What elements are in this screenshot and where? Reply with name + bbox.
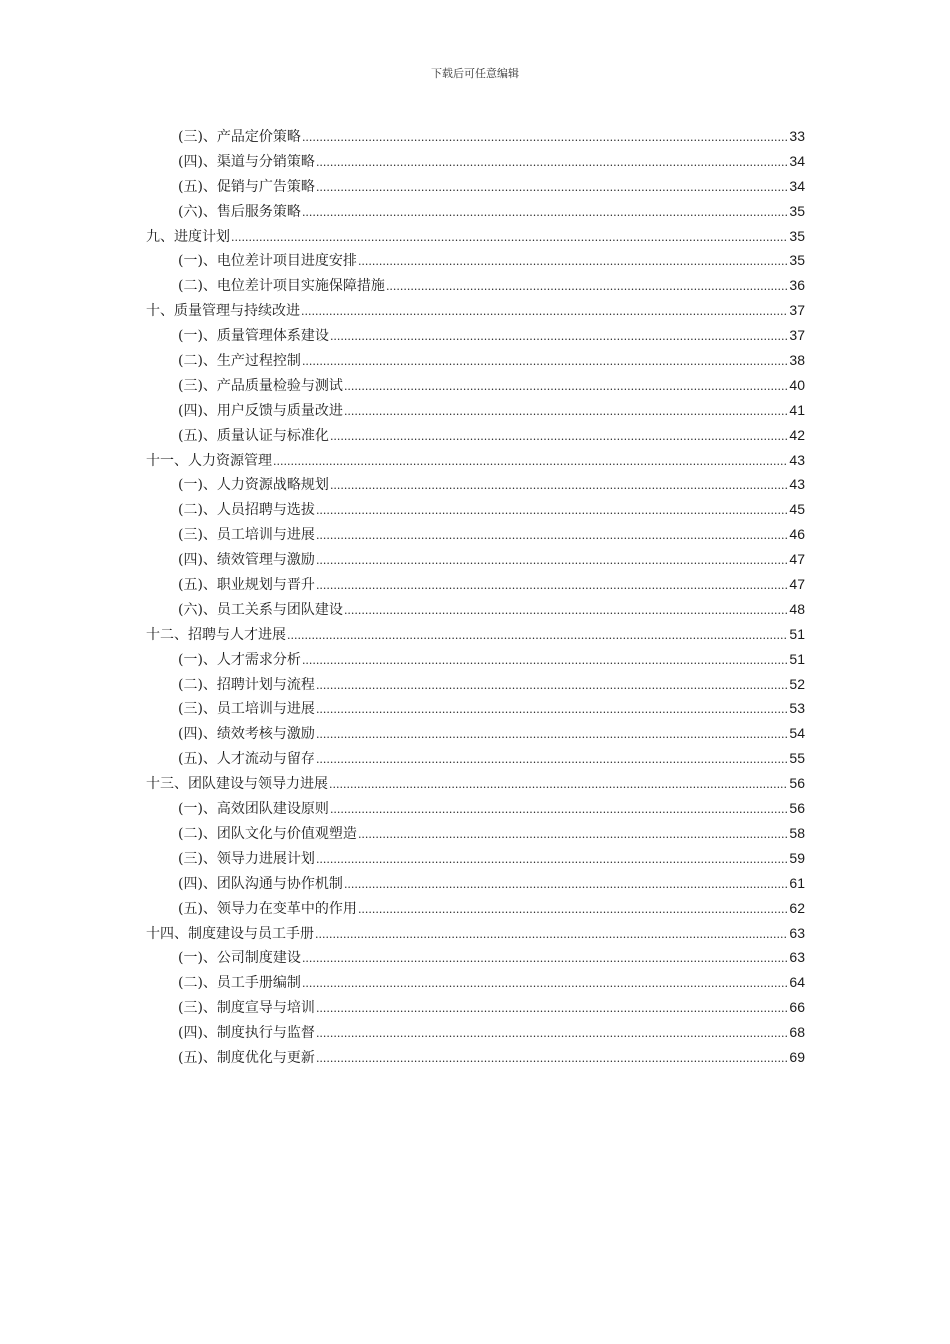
toc-entry-title: (五)、质量认证与标准化 xyxy=(178,427,329,444)
toc-dot-leader xyxy=(358,898,788,923)
toc-section-entry[interactable] xyxy=(146,871,805,896)
toc-section-entry[interactable] xyxy=(146,970,805,995)
toc-entry-title: (三)、员工培训与进展 xyxy=(178,527,315,544)
toc-dot-leader xyxy=(330,798,788,823)
toc-entry-title: (五)、职业规划与晋升 xyxy=(178,577,315,594)
toc-entry-title: (五)、人才流动与留存 xyxy=(178,751,315,768)
toc-entry-title: (四)、渠道与分销策略 xyxy=(178,153,315,170)
toc-entry-page-number: 52 xyxy=(789,675,805,692)
toc-chapter-entry[interactable] xyxy=(146,921,805,946)
toc-entry-title: (一)、人才需求分析 xyxy=(178,651,301,668)
toc-entry-page-number: 37 xyxy=(789,302,805,319)
toc-dot-leader xyxy=(302,201,788,226)
toc-section-entry[interactable] xyxy=(146,647,805,672)
toc-entry-page-number: 47 xyxy=(789,576,805,593)
toc-entry-title: (三)、员工培训与进展 xyxy=(178,701,315,718)
toc-entry-title: (三)、制度宣导与培训 xyxy=(178,1000,315,1017)
toc-dot-leader xyxy=(231,226,788,251)
toc-dot-leader xyxy=(302,126,788,151)
toc-entry-page-number: 63 xyxy=(789,924,805,941)
toc-entry-page-number: 33 xyxy=(789,128,805,144)
toc-entry-page-number: 38 xyxy=(789,352,805,369)
toc-entry-title: (五)、促销与广告策略 xyxy=(178,178,315,195)
toc-entry-title: (六)、售后服务策略 xyxy=(178,203,301,220)
toc-section-entry[interactable] xyxy=(146,1045,805,1070)
toc-section-entry[interactable] xyxy=(146,721,805,746)
toc-entry-page-number: 51 xyxy=(789,650,805,667)
toc-section-entry[interactable] xyxy=(146,199,805,224)
toc-entry-title: (二)、员工手册编制 xyxy=(178,975,301,992)
toc-section-entry[interactable] xyxy=(146,273,805,298)
toc-entry-title: (四)、用户反馈与质量改进 xyxy=(178,402,343,419)
toc-chapter-entry[interactable] xyxy=(146,771,805,796)
toc-section-entry[interactable] xyxy=(146,746,805,771)
toc-dot-leader xyxy=(386,275,788,300)
toc-section-entry[interactable] xyxy=(146,472,805,497)
toc-entry-page-number: 42 xyxy=(789,426,805,443)
toc-entry-title: (二)、生产过程控制 xyxy=(178,353,301,370)
toc-entry-title: (二)、人员招聘与选拔 xyxy=(178,502,315,519)
toc-section-entry[interactable] xyxy=(146,696,805,721)
toc-entry-page-number: 35 xyxy=(789,227,805,244)
toc-entry-page-number: 34 xyxy=(789,152,805,169)
toc-section-entry[interactable] xyxy=(146,497,805,522)
toc-dot-leader xyxy=(316,674,788,699)
toc-dot-leader xyxy=(302,972,788,997)
toc-chapter-entry[interactable] xyxy=(146,622,805,647)
toc-entry-title: (四)、制度执行与监督 xyxy=(178,1025,315,1042)
toc-dot-leader xyxy=(344,599,788,624)
toc-section-entry[interactable] xyxy=(146,572,805,597)
toc-entry-page-number: 68 xyxy=(789,1024,805,1041)
toc-dot-leader xyxy=(330,425,788,450)
toc-entry-page-number: 35 xyxy=(789,202,805,219)
toc-section-entry[interactable] xyxy=(146,522,805,547)
toc-entry-page-number: 40 xyxy=(789,376,805,393)
toc-dot-leader xyxy=(302,947,788,972)
table-of-contents xyxy=(146,124,805,1070)
toc-entry-page-number: 43 xyxy=(789,476,805,493)
toc-entry-title: 九、进度计划 xyxy=(146,228,230,245)
toc-entry-page-number: 58 xyxy=(789,824,805,841)
toc-entry-page-number: 59 xyxy=(789,849,805,866)
toc-section-entry[interactable] xyxy=(146,796,805,821)
toc-entry-title: (一)、电位差计项目进度安排 xyxy=(178,253,357,270)
toc-entry-page-number: 35 xyxy=(789,252,805,269)
toc-entry-title: (三)、产品定价策略 xyxy=(178,129,301,145)
page-header: 下载后可任意编辑 xyxy=(431,67,519,80)
toc-entry-title: (六)、员工关系与团队建设 xyxy=(178,601,343,618)
toc-entry-page-number: 41 xyxy=(789,401,805,418)
toc-entry-page-number: 47 xyxy=(789,551,805,568)
toc-dot-leader xyxy=(302,649,788,674)
toc-dot-leader xyxy=(273,450,788,475)
toc-section-entry[interactable] xyxy=(146,348,805,373)
toc-dot-leader xyxy=(358,823,788,848)
toc-entry-page-number: 55 xyxy=(789,750,805,767)
toc-dot-leader xyxy=(316,698,788,723)
toc-dot-leader xyxy=(344,873,788,898)
toc-section-entry[interactable] xyxy=(146,846,805,871)
toc-entry-page-number: 36 xyxy=(789,277,805,294)
toc-dot-leader xyxy=(301,300,788,325)
toc-chapter-entry[interactable] xyxy=(146,298,805,323)
toc-entry-page-number: 45 xyxy=(789,501,805,518)
toc-entry-title: (二)、招聘计划与流程 xyxy=(178,676,315,693)
toc-section-entry[interactable] xyxy=(146,547,805,572)
toc-dot-leader xyxy=(344,400,788,425)
toc-section-entry[interactable] xyxy=(146,597,805,622)
toc-entry-page-number: 63 xyxy=(789,949,805,966)
toc-entry-title: 十二、招聘与人才进展 xyxy=(146,626,286,643)
toc-entry-page-number: 51 xyxy=(789,625,805,642)
toc-entry-page-number: 64 xyxy=(789,974,805,991)
toc-dot-leader xyxy=(316,997,788,1022)
toc-section-entry[interactable] xyxy=(146,174,805,199)
toc-dot-leader xyxy=(316,848,788,873)
toc-entry-title: 十一、人力资源管理 xyxy=(146,452,272,469)
toc-entry-title: (五)、领导力在变革中的作用 xyxy=(178,900,357,917)
toc-entry-title: (一)、公司制度建设 xyxy=(178,950,301,967)
toc-dot-leader xyxy=(315,923,788,948)
toc-dot-leader xyxy=(316,524,788,549)
toc-entry-title: 十、质量管理与持续改进 xyxy=(146,303,300,320)
toc-entry-title: (一)、人力资源战略规划 xyxy=(178,477,329,494)
toc-entry-title: (三)、产品质量检验与测试 xyxy=(178,377,343,394)
toc-dot-leader xyxy=(316,574,788,599)
toc-dot-leader xyxy=(329,773,788,798)
toc-section-entry[interactable] xyxy=(146,896,805,921)
toc-section-entry[interactable] xyxy=(146,124,805,149)
toc-dot-leader xyxy=(316,1022,788,1047)
toc-entry-page-number: 66 xyxy=(789,999,805,1016)
toc-entry-title: (二)、团队文化与价值观塑造 xyxy=(178,825,357,842)
toc-entry-page-number: 46 xyxy=(789,526,805,543)
toc-entry-title: (四)、绩效管理与激励 xyxy=(178,552,315,569)
toc-chapter-entry[interactable] xyxy=(146,224,805,249)
toc-dot-leader xyxy=(302,350,788,375)
toc-section-entry[interactable] xyxy=(146,995,805,1020)
toc-dot-leader xyxy=(316,499,788,524)
toc-section-entry[interactable] xyxy=(146,248,805,273)
toc-section-entry[interactable] xyxy=(146,1020,805,1045)
toc-dot-leader xyxy=(316,1047,788,1072)
toc-entry-title: (一)、高效团队建设原则 xyxy=(178,801,329,818)
toc-entry-page-number: 43 xyxy=(789,451,805,468)
toc-section-entry[interactable] xyxy=(146,323,805,348)
toc-dot-leader xyxy=(330,325,788,350)
toc-entry-page-number: 56 xyxy=(789,775,805,792)
toc-entry-page-number: 69 xyxy=(789,1048,805,1065)
toc-dot-leader xyxy=(316,748,788,773)
toc-dot-leader xyxy=(330,474,788,499)
toc-section-entry[interactable] xyxy=(146,149,805,174)
toc-section-entry[interactable] xyxy=(146,423,805,448)
toc-section-entry[interactable] xyxy=(146,945,805,970)
toc-entry-page-number: 62 xyxy=(789,899,805,916)
toc-dot-leader xyxy=(316,151,788,176)
toc-section-entry[interactable] xyxy=(146,821,805,846)
toc-entry-page-number: 48 xyxy=(789,600,805,617)
toc-dot-leader xyxy=(287,624,788,649)
toc-entry-title: (四)、绩效考核与激励 xyxy=(178,726,315,743)
toc-entry-title: 十四、制度建设与员工手册 xyxy=(146,925,314,942)
toc-entry-title: (三)、领导力进展计划 xyxy=(178,850,315,867)
toc-section-entry[interactable] xyxy=(146,398,805,423)
toc-dot-leader xyxy=(316,723,788,748)
toc-entry-title: (四)、团队沟通与协作机制 xyxy=(178,875,343,892)
toc-entry-page-number: 54 xyxy=(789,725,805,742)
toc-dot-leader xyxy=(316,176,788,201)
toc-entry-title: (五)、制度优化与更新 xyxy=(178,1049,315,1066)
toc-entry-page-number: 37 xyxy=(789,327,805,344)
toc-entry-title: (一)、质量管理体系建设 xyxy=(178,328,329,345)
toc-section-entry[interactable] xyxy=(146,672,805,697)
toc-chapter-entry[interactable] xyxy=(146,448,805,473)
toc-entry-page-number: 34 xyxy=(789,177,805,194)
toc-entry-title: (二)、电位差计项目实施保障措施 xyxy=(178,278,385,295)
toc-dot-leader xyxy=(316,549,788,574)
toc-entry-title: 十三、团队建设与领导力进展 xyxy=(146,776,328,793)
toc-section-entry[interactable] xyxy=(146,373,805,398)
toc-entry-page-number: 56 xyxy=(789,800,805,817)
toc-dot-leader xyxy=(358,250,788,275)
toc-entry-page-number: 53 xyxy=(789,700,805,717)
toc-dot-leader xyxy=(344,375,788,400)
toc-entry-page-number: 61 xyxy=(789,874,805,891)
